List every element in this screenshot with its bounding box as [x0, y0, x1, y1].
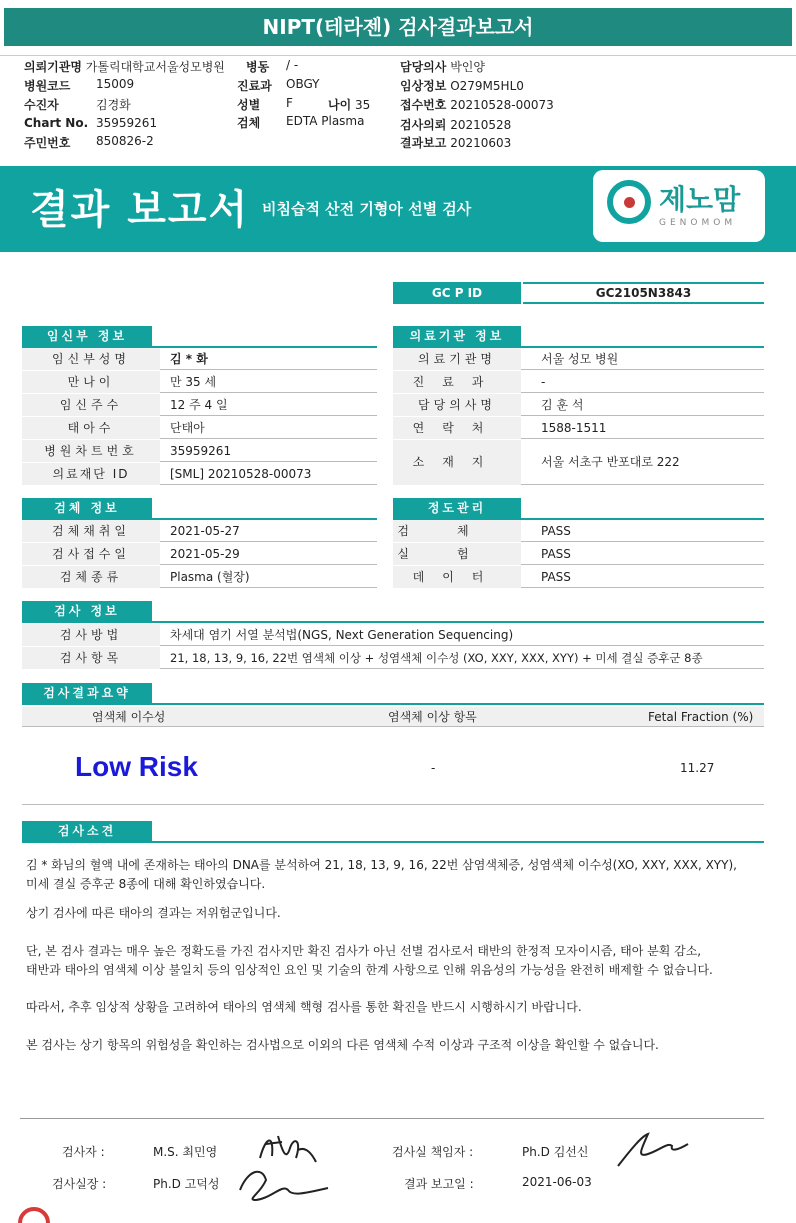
- genomom-logo: [593, 170, 765, 242]
- recipient-value: 김경화: [96, 98, 131, 112]
- lab-lead-label: 검사실 책임자 :: [392, 1145, 474, 1159]
- banner-subtitle: 비침습적 산전 기형아 선별 검사: [262, 200, 472, 218]
- lab-chief-value: Ph.D 고덕성: [153, 1177, 220, 1191]
- report-label: 결과보고: [400, 136, 447, 150]
- receipt-label: 접수번호: [400, 98, 447, 112]
- col-aneuploidy: 염색체 이수성: [92, 710, 166, 724]
- rrn-value: 850826-2: [96, 134, 154, 148]
- specimen-row: 검사접수일 2021-05-29: [22, 543, 377, 565]
- findings-paragraph-3: 단, 본 검사 결과는 매우 높은 정확도를 가진 검사지만 확진 검사가 아닌 선별 검사로서 태반의 한정적 모자이시즘, 태아 분획 감소, 태반과 태아의 염색체 이상 불일치 등의 임상적인 요인 및 기술의 한계 사항으로 인해 위음성의 가능성을 완전히 배제할 수 없습니다.: [26, 944, 713, 977]
- fetal-fraction-value: 11.27: [680, 761, 715, 775]
- findings-header: 검사소견: [22, 821, 152, 841]
- qc-row: 데이터 PASS: [393, 566, 764, 588]
- request-value: 20210528: [450, 118, 512, 132]
- lab-lead-value: Ph.D 김선신: [522, 1145, 589, 1159]
- pregnant-row: 의료재단 ID [SML] 20210528-00073: [22, 463, 377, 485]
- inst-label: 의뢰기관명: [24, 60, 82, 74]
- gcpid-label: GC P ID: [393, 282, 521, 304]
- col-fetal-fraction: Fetal Fraction (%): [648, 710, 754, 724]
- dept-label: 진료과: [237, 79, 272, 93]
- summary-bottom-rule: [22, 804, 764, 805]
- institution-info-header: 의료기관 정보: [393, 326, 521, 346]
- report-banner: [0, 166, 796, 252]
- logo-emblem-icon: [607, 180, 651, 224]
- age-label: 나이: [328, 98, 352, 112]
- clinical-label: 임상정보: [400, 79, 447, 93]
- institution-row: 담당의사명 김 훈 석: [393, 394, 764, 416]
- specimen-label: 검체: [237, 116, 261, 130]
- abnormal-items-value: -: [431, 761, 436, 775]
- institution-row: 소재지 서울 서초구 반포대로 222: [393, 440, 764, 485]
- report-header: [0, 0, 796, 56]
- pregnant-row: 임신부성명 김 * 화: [22, 348, 377, 370]
- risk-result: Low Risk: [75, 751, 198, 782]
- test-row: 검사항목 21, 18, 13, 9, 16, 22번 염색체 이상 + 성염색체 이수성 (XO, XXY, XXX, XYY) + 미세 결실 증후군 8종: [22, 647, 764, 669]
- specimen-row: 검체종류 Plasma (혈장): [22, 566, 377, 588]
- lab-chief-label: 검사실장 :: [52, 1177, 107, 1191]
- lab-chief-signature: [232, 1160, 332, 1208]
- receipt-value: 20210528-00073: [450, 98, 554, 112]
- institution-row: 진료과 -: [393, 371, 764, 393]
- doctor-value: 박인양: [450, 60, 485, 74]
- qc-header: 정도관리: [393, 498, 521, 518]
- test-row: 검사방법 차세대 염기 서열 분석법(NGS, Next Generation Sequencing): [22, 624, 764, 646]
- summary-header: 검사결과요약: [22, 683, 152, 703]
- report-title: NIPT(테라젠) 검사결과보고서: [4, 8, 792, 46]
- qc-row: 실험 PASS: [393, 543, 764, 565]
- doctor-label: 담당의사: [400, 60, 447, 74]
- report-value: 20210603: [450, 136, 512, 150]
- lab-lead-signature: [612, 1128, 692, 1172]
- dept-value: OBGY: [286, 77, 320, 91]
- logo-subtext: GENOMOM: [659, 218, 737, 228]
- clinical-value: O279M5HL0: [450, 79, 524, 93]
- tester-label: 검사자 :: [62, 1145, 105, 1159]
- rrn-label: 주민번호: [24, 136, 71, 150]
- hcode-value: 15009: [96, 77, 135, 91]
- pregnant-row: 만나이 만 35 세: [22, 371, 377, 393]
- logo-text: 제노맘: [659, 183, 741, 216]
- sex-label: 성별: [237, 98, 261, 112]
- findings-paragraph-2: 상기 검사에 따른 태아의 결과는 저위험군입니다.: [26, 906, 281, 920]
- inst-value: 가톨릭대학교서울성모병원: [85, 60, 225, 74]
- institution-row: 연락처 1588-1511: [393, 417, 764, 439]
- age-value: 35: [355, 98, 371, 112]
- test-info-rule: [22, 621, 764, 623]
- ward-value: / -: [286, 58, 299, 72]
- summary-table-header: [22, 707, 764, 727]
- findings-paragraph-1: 김 * 화님의 혈액 내에 존재하는 태아의 DNA를 분석하여 21, 18, 13, 9, 16, 22번 삼염색체증, 성염색체 이수성(XO, XXY, XXX, XYY), 미세 결실 증후군 8종에 대해 확인하였습니다.: [26, 858, 737, 891]
- pregnant-info-header: 임신부 정보: [22, 326, 152, 346]
- gcpid-value: GC2105N3843: [523, 282, 764, 304]
- tester-value: M.S. 최민영: [153, 1145, 218, 1159]
- chart-value: 35959261: [96, 116, 158, 130]
- pregnant-row: 병원차트번호 35959261: [22, 440, 377, 462]
- qc-row: 검체 PASS: [393, 520, 764, 542]
- recipient-label: 수진자: [24, 98, 59, 112]
- chart-label: Chart No.: [24, 116, 89, 130]
- banner-title: 결과 보고서: [30, 187, 250, 233]
- findings-paragraph-5: 본 검사는 상기 항목의 위험성을 확인하는 검사법으로 이외의 다른 염색체 수적 이상과 구조적 이상을 확인할 수 없습니다.: [26, 1038, 659, 1052]
- findings-rule: [22, 841, 764, 843]
- findings-paragraph-4: 따라서, 추후 임상적 상황을 고려하여 태아의 염색체 핵형 검사를 통한 확진을 반드시 시행하시기 바랍니다.: [26, 1000, 582, 1014]
- col-abnormal-items: 염색체 이상 항목: [388, 710, 477, 724]
- specimen-info-header: 검체 정보: [22, 498, 152, 518]
- pregnant-row: 임신주수 12 주 4 일: [22, 394, 377, 416]
- specimen-value: EDTA Plasma: [286, 114, 365, 128]
- report-date-value: 2021-06-03: [522, 1175, 592, 1189]
- hcode-label: 병원코드: [24, 79, 71, 93]
- report-date-label: 결과 보고일 :: [404, 1177, 474, 1191]
- ward-label: 병동: [246, 60, 270, 74]
- pregnant-row: 태아수 단태아: [22, 417, 377, 439]
- specimen-row: 검체채취일 2021-05-27: [22, 520, 377, 542]
- footer-rule: [20, 1118, 764, 1119]
- test-info-header: 검사 정보: [22, 601, 152, 621]
- terragen-logo-icon: [14, 1200, 54, 1223]
- institution-row: 의료기관명 서울 성모 병원: [393, 348, 764, 370]
- request-label: 검사의뢰: [400, 118, 447, 132]
- summary-rule: [22, 703, 764, 705]
- sex-value: F: [286, 96, 293, 110]
